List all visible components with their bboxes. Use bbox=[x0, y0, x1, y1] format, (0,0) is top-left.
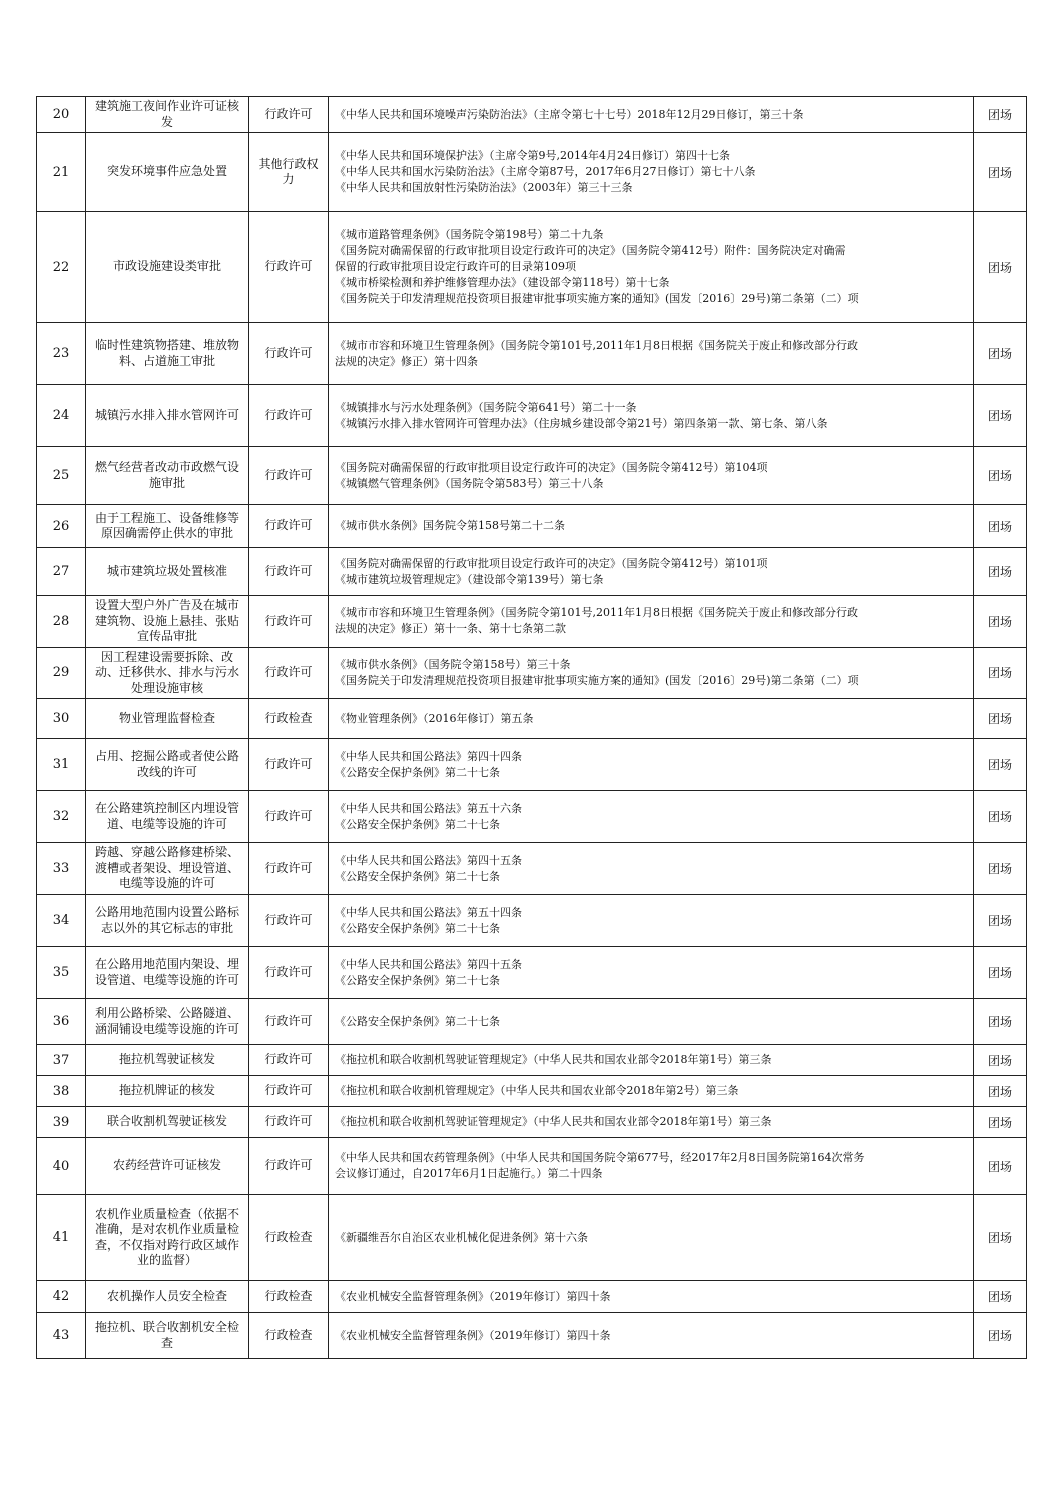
legal-basis bbox=[329, 1313, 974, 1359]
item-type: 行政许可 bbox=[249, 947, 329, 999]
row-number: 39 bbox=[37, 1107, 86, 1138]
legal-basis bbox=[329, 647, 974, 699]
legal-basis-line: 《城市供水条例》国务院令第158号第二十二条 bbox=[335, 519, 565, 532]
table-row bbox=[37, 385, 1027, 447]
legal-basis bbox=[329, 1138, 974, 1195]
table-row bbox=[37, 1045, 1027, 1076]
legal-basis-line: 《公路安全保护条例》第二十七条 bbox=[335, 921, 500, 935]
table-row bbox=[37, 97, 1027, 133]
row-number: 29 bbox=[37, 647, 86, 699]
legal-basis-line: 《新疆维吾尔自治区农业机械化促进条例》第十六条 bbox=[335, 1230, 588, 1244]
row-number: 27 bbox=[37, 548, 86, 596]
legal-basis bbox=[329, 739, 974, 791]
legal-basis-line: 《国务院关于印发清理规范投资项目报建审批事项实施方案的通知》(国发〔2016〕29号)第二条第（二）项 bbox=[335, 292, 859, 305]
legal-basis-line: 《公路安全保护条例》第二十七条 bbox=[335, 765, 500, 779]
legal-basis bbox=[329, 447, 974, 505]
implementing-level: 团场 bbox=[974, 739, 1027, 791]
row-number: 37 bbox=[37, 1045, 86, 1076]
legal-basis bbox=[329, 947, 974, 999]
row-number: 41 bbox=[37, 1195, 86, 1281]
legal-basis-line: 《公路安全保护条例》第二十七条 bbox=[335, 869, 500, 883]
implementing-level: 团场 bbox=[974, 843, 1027, 895]
item-type: 行政检查 bbox=[249, 1313, 329, 1359]
table-row bbox=[37, 596, 1027, 648]
item-type: 行政许可 bbox=[249, 1138, 329, 1195]
legal-basis-line: 会议修订通过，自2017年6月1日起施行。）第二十四条 bbox=[335, 1167, 603, 1180]
implementing-level: 团场 bbox=[974, 447, 1027, 505]
item-name: 利用公路桥梁、公路隧道、涵洞铺设电缆等设施的许可 bbox=[86, 999, 249, 1045]
row-number: 22 bbox=[37, 212, 86, 323]
row-number: 42 bbox=[37, 1281, 86, 1313]
item-name: 物业管理监督检查 bbox=[86, 699, 249, 739]
row-number: 23 bbox=[37, 323, 86, 385]
row-number: 40 bbox=[37, 1138, 86, 1195]
row-number: 25 bbox=[37, 447, 86, 505]
item-type: 行政许可 bbox=[249, 1045, 329, 1076]
legal-basis bbox=[329, 791, 974, 843]
legal-basis-line: 《城镇排水与污水处理条例》（国务院令第641号）第二十一条 bbox=[335, 400, 637, 414]
legal-basis bbox=[329, 699, 974, 739]
row-number: 30 bbox=[37, 699, 86, 739]
legal-basis-line: 《国务院对确需保留的行政审批项目设定行政许可的决定》（国务院令第412号）第101项 bbox=[335, 556, 768, 570]
legal-basis-line: 《公路安全保护条例》第二十七条 bbox=[335, 973, 500, 987]
item-name: 联合收割机驾驶证核发 bbox=[86, 1107, 249, 1138]
legal-basis-line: 《中华人民共和国放射性污染防治法》（2003年）第三十三条 bbox=[335, 181, 633, 194]
row-number: 34 bbox=[37, 895, 86, 947]
legal-basis bbox=[329, 999, 974, 1045]
implementing-level: 团场 bbox=[974, 596, 1027, 648]
item-type: 行政许可 bbox=[249, 212, 329, 323]
implementing-level: 团场 bbox=[974, 999, 1027, 1045]
item-name: 建筑施工夜间作业许可证核发 bbox=[86, 97, 249, 133]
item-name: 农药经营许可证核发 bbox=[86, 1138, 249, 1195]
implementing-level: 团场 bbox=[974, 895, 1027, 947]
implementing-level: 团场 bbox=[974, 1195, 1027, 1281]
implementing-level: 团场 bbox=[974, 1281, 1027, 1313]
row-number: 36 bbox=[37, 999, 86, 1045]
table-row bbox=[37, 843, 1027, 895]
legal-basis bbox=[329, 1076, 974, 1107]
legal-basis-line: 《城镇燃气管理条例》（国务院令第583号）第三十八条 bbox=[335, 476, 604, 490]
legal-basis-line: 《中华人民共和国公路法》第五十六条 bbox=[335, 801, 522, 815]
legal-basis-line: 《城市供水条例》（国务院令第158号）第三十条 bbox=[335, 657, 571, 671]
item-type: 行政许可 bbox=[249, 1107, 329, 1138]
table-row bbox=[37, 791, 1027, 843]
legal-basis-line: 《国务院对确需保留的行政审批项目设定行政许可的决定》（国务院令第412号）第104项 bbox=[335, 460, 768, 474]
item-name: 突发环境事件应急处置 bbox=[86, 133, 249, 212]
item-type: 其他行政权力 bbox=[249, 133, 329, 212]
implementing-level: 团场 bbox=[974, 647, 1027, 699]
implementing-level: 团场 bbox=[974, 947, 1027, 999]
implementing-level: 团场 bbox=[974, 1107, 1027, 1138]
legal-basis-line: 《城市桥梁检测和养护维修管理办法》（建设部令第118号）第十七条 bbox=[335, 276, 670, 289]
item-type: 行政许可 bbox=[249, 791, 329, 843]
legal-basis-line: 《公路安全保护条例》第二十七条 bbox=[335, 817, 500, 831]
item-name: 设置大型户外广告及在城市建筑物、设施上悬挂、张贴宣传品审批 bbox=[86, 596, 249, 648]
row-number: 43 bbox=[37, 1313, 86, 1359]
legal-basis-line: 《拖拉机和联合收割机驾驶证管理规定》（中华人民共和国农业部令2018年第1号）第三条 bbox=[335, 1053, 772, 1066]
item-type: 行政许可 bbox=[249, 1076, 329, 1107]
implementing-level: 团场 bbox=[974, 791, 1027, 843]
implementing-level: 团场 bbox=[974, 385, 1027, 447]
row-number: 32 bbox=[37, 791, 86, 843]
legal-basis-line: 《国务院关于印发清理规范投资项目报建审批事项实施方案的通知》(国发〔2016〕29号)第二条第（二）项 bbox=[335, 673, 859, 687]
table-row bbox=[37, 447, 1027, 505]
item-type: 行政许可 bbox=[249, 739, 329, 791]
item-name: 城市建筑垃圾处置核准 bbox=[86, 548, 249, 596]
table-row bbox=[37, 323, 1027, 385]
table-row bbox=[37, 647, 1027, 699]
row-number: 20 bbox=[37, 97, 86, 133]
row-number: 38 bbox=[37, 1076, 86, 1107]
item-name: 占用、挖掘公路或者使公路改线的许可 bbox=[86, 739, 249, 791]
legal-basis bbox=[329, 97, 974, 133]
item-name: 在公路建筑控制区内埋设管道、电缆等设施的许可 bbox=[86, 791, 249, 843]
table-row bbox=[37, 947, 1027, 999]
item-type: 行政许可 bbox=[249, 447, 329, 505]
item-name: 城镇污水排入排水管网许可 bbox=[86, 385, 249, 447]
item-name: 市政设施建设类审批 bbox=[86, 212, 249, 323]
legal-basis bbox=[329, 895, 974, 947]
legal-basis-line: 《中华人民共和国公路法》第五十四条 bbox=[335, 905, 522, 919]
legal-basis-line: 《城市道路管理条例》（国务院令第198号）第二十九条 bbox=[335, 228, 604, 241]
legal-basis-line: 《城市市容和环境卫生管理条例》（国务院令第101号,2011年1月8日根据《国务院关于废止和修改部分行政 bbox=[335, 606, 858, 620]
item-type: 行政许可 bbox=[249, 97, 329, 133]
implementing-level: 团场 bbox=[974, 1045, 1027, 1076]
legal-basis-line: 《中华人民共和国环境保护法》（主席令第9号,2014年4月24日修订）第四十七条 bbox=[335, 149, 730, 162]
item-name: 在公路用地范围内架设、埋设管道、电缆等设施的许可 bbox=[86, 947, 249, 999]
implementing-level: 团场 bbox=[974, 505, 1027, 548]
legal-basis bbox=[329, 133, 974, 212]
item-type: 行政许可 bbox=[249, 843, 329, 895]
legal-basis-line: 《拖拉机和联合收割机驾驶证管理规定》（中华人民共和国农业部令2018年第1号）第三条 bbox=[335, 1115, 772, 1128]
row-number: 24 bbox=[37, 385, 86, 447]
implementing-level: 团场 bbox=[974, 1313, 1027, 1359]
implementing-level: 团场 bbox=[974, 323, 1027, 385]
item-type: 行政许可 bbox=[249, 385, 329, 447]
item-type: 行政许可 bbox=[249, 505, 329, 548]
table-row bbox=[37, 1138, 1027, 1195]
table-row bbox=[37, 999, 1027, 1045]
legal-basis-line: 《农业机械安全监督管理条例》（2019年修订）第四十条 bbox=[335, 1289, 611, 1303]
legal-basis bbox=[329, 1045, 974, 1076]
table-row bbox=[37, 505, 1027, 548]
item-name: 因工程建设需要拆除、改动、迁移供水、排水与污水处理设施审核 bbox=[86, 647, 249, 699]
legal-basis bbox=[329, 1281, 974, 1313]
table-row bbox=[37, 1076, 1027, 1107]
table-row bbox=[37, 895, 1027, 947]
legal-basis-line: 《公路安全保护条例》第二十七条 bbox=[335, 1014, 500, 1028]
implementing-level: 团场 bbox=[974, 699, 1027, 739]
item-type: 行政许可 bbox=[249, 323, 329, 385]
legal-basis-line: 法规的决定》修正）第十一条、第十七条第二款 bbox=[335, 622, 566, 636]
item-name: 由于工程施工、设备维修等原因确需停止供水的审批 bbox=[86, 505, 249, 548]
legal-basis-line: 法规的决定》修正）第十四条 bbox=[335, 354, 478, 368]
authority-table bbox=[36, 96, 1027, 1359]
implementing-level: 团场 bbox=[974, 1138, 1027, 1195]
item-type: 行政许可 bbox=[249, 647, 329, 699]
table-row bbox=[37, 1107, 1027, 1138]
item-type: 行政检查 bbox=[249, 699, 329, 739]
row-number: 35 bbox=[37, 947, 86, 999]
legal-basis-line: 《中华人民共和国公路法》第四十五条 bbox=[335, 853, 522, 867]
implementing-level: 团场 bbox=[974, 212, 1027, 323]
item-type: 行政许可 bbox=[249, 548, 329, 596]
item-type: 行政检查 bbox=[249, 1281, 329, 1313]
row-number: 21 bbox=[37, 133, 86, 212]
row-number: 31 bbox=[37, 739, 86, 791]
table-row bbox=[37, 1281, 1027, 1313]
item-type: 行政许可 bbox=[249, 596, 329, 648]
item-name: 公路用地范围内设置公路标志以外的其它标志的审批 bbox=[86, 895, 249, 947]
implementing-level: 团场 bbox=[974, 133, 1027, 212]
legal-basis-line: 《中华人民共和国农药管理条例》（中华人民共和国国务院令第677号，经2017年2月8日国务院第164次常务 bbox=[335, 1151, 865, 1164]
table-body bbox=[37, 97, 1027, 1359]
legal-basis-line: 《拖拉机和联合收割机管理规定》（中华人民共和国农业部令2018年第2号）第三条 bbox=[335, 1084, 739, 1097]
legal-basis-line: 《城镇污水排入排水管网许可管理办法》（住房城乡建设部令第21号）第四条第一款、第七条、第八条 bbox=[335, 416, 828, 430]
legal-basis bbox=[329, 548, 974, 596]
item-name: 拖拉机牌证的核发 bbox=[86, 1076, 249, 1107]
legal-basis bbox=[329, 1195, 974, 1281]
legal-basis-line: 《中华人民共和国公路法》第四十五条 bbox=[335, 957, 522, 971]
implementing-level: 团场 bbox=[974, 97, 1027, 133]
legal-basis-line: 《国务院对确需保留的行政审批项目设定行政许可的决定》（国务院令第412号）附件：国务院决定对确需 bbox=[335, 244, 846, 257]
table-row bbox=[37, 212, 1027, 323]
implementing-level: 团场 bbox=[974, 1076, 1027, 1107]
item-name: 燃气经营者改动市政燃气设施审批 bbox=[86, 447, 249, 505]
implementing-level: 团场 bbox=[974, 548, 1027, 596]
legal-basis bbox=[329, 505, 974, 548]
table-row bbox=[37, 1195, 1027, 1281]
row-number: 26 bbox=[37, 505, 86, 548]
row-number: 33 bbox=[37, 843, 86, 895]
item-name: 拖拉机、联合收割机安全检查 bbox=[86, 1313, 249, 1359]
legal-basis-line: 《中华人民共和国水污染防治法》（主席令第87号，2017年6月27日修订）第七十八条 bbox=[335, 165, 756, 178]
legal-basis bbox=[329, 323, 974, 385]
item-name: 农机作业质量检查（依据不准确，是对农机作业质量检查，不仅指对跨行政区域作业的监督） bbox=[86, 1195, 249, 1281]
item-name: 拖拉机驾驶证核发 bbox=[86, 1045, 249, 1076]
legal-basis bbox=[329, 1107, 974, 1138]
legal-basis bbox=[329, 212, 974, 323]
item-name: 临时性建筑物搭建、堆放物料、占道施工审批 bbox=[86, 323, 249, 385]
legal-basis-line: 《中华人民共和国公路法》第四十四条 bbox=[335, 749, 522, 763]
legal-basis-line: 《城市建筑垃圾管理规定》（建设部令第139号）第七条 bbox=[335, 572, 604, 586]
item-type: 行政许可 bbox=[249, 895, 329, 947]
legal-basis-line: 《城市市容和环境卫生管理条例》（国务院令第101号,2011年1月8日根据《国务院关于废止和修改部分行政 bbox=[335, 338, 858, 352]
item-name: 农机操作人员安全检查 bbox=[86, 1281, 249, 1313]
item-name: 跨越、穿越公路修建桥梁、渡槽或者架设、埋设管道、电缆等设施的许可 bbox=[86, 843, 249, 895]
legal-basis-line: 保留的行政审批项目设定行政许可的目录第109项 bbox=[335, 260, 576, 273]
legal-basis bbox=[329, 385, 974, 447]
table-row bbox=[37, 1313, 1027, 1359]
table-row bbox=[37, 739, 1027, 791]
item-type: 行政检查 bbox=[249, 1195, 329, 1281]
table-row bbox=[37, 133, 1027, 212]
legal-basis bbox=[329, 843, 974, 895]
row-number: 28 bbox=[37, 596, 86, 648]
legal-basis-line: 《农业机械安全监督管理条例》（2019年修订）第四十条 bbox=[335, 1328, 611, 1342]
legal-basis bbox=[329, 596, 974, 648]
legal-basis-line: 《物业管理条例》（2016年修订）第五条 bbox=[335, 711, 534, 725]
item-type: 行政许可 bbox=[249, 999, 329, 1045]
table-row bbox=[37, 548, 1027, 596]
legal-basis-line: 《中华人民共和国环境噪声污染防治法》（主席令第七十七号）2018年12月29日修订，第三十条 bbox=[335, 107, 804, 121]
table-row bbox=[37, 699, 1027, 739]
